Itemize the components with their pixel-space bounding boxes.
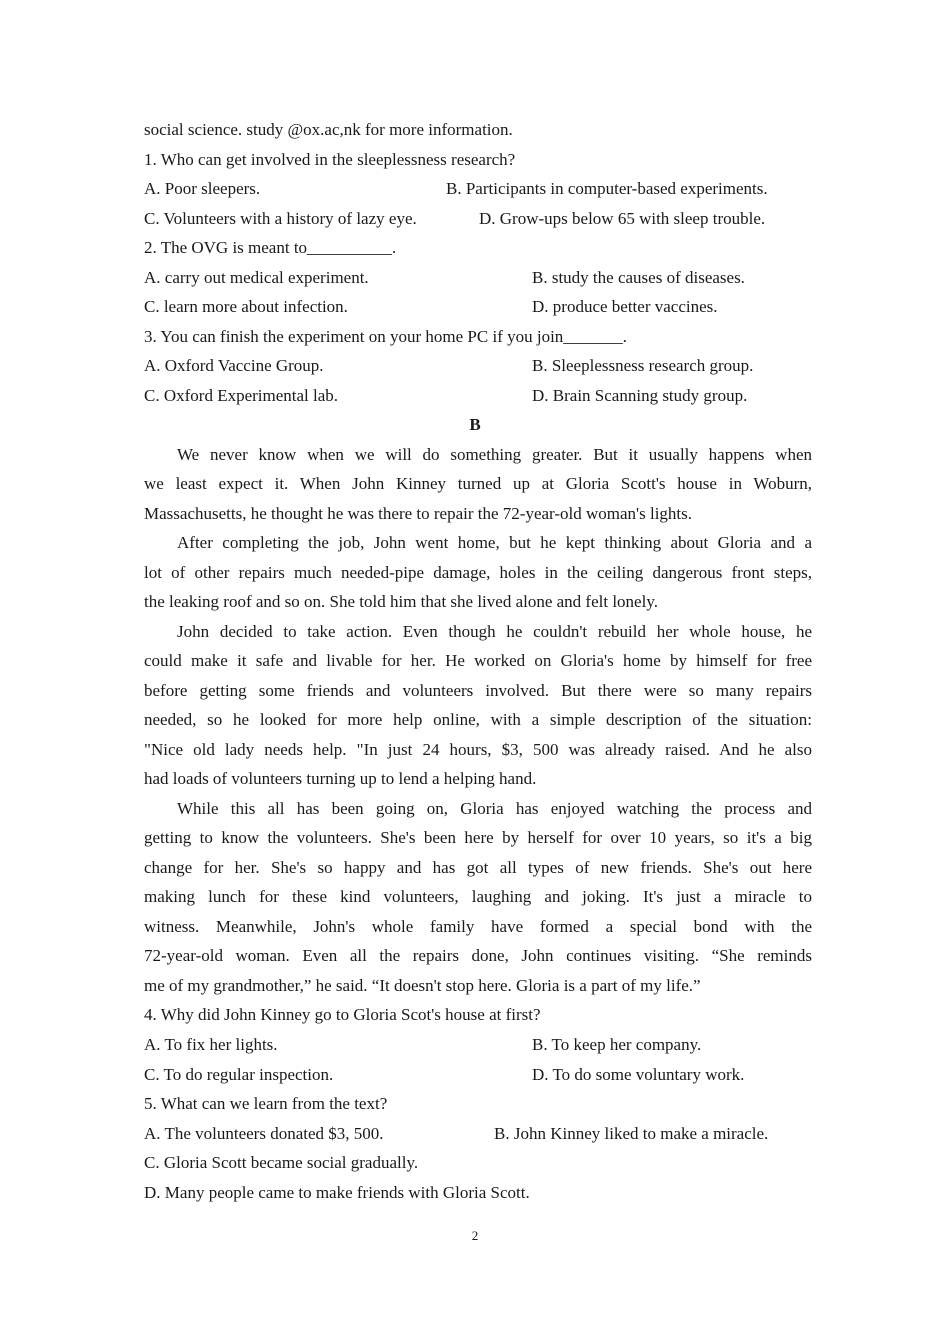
q4-option-d: D. To do some voluntary work. (532, 1065, 745, 1084)
q5-stem: 5. What can we learn from the text? (144, 1094, 388, 1113)
q1-option-a: A. Poor sleepers. (144, 179, 261, 198)
q1-stem: 1. Who can get involved in the sleeplessness research? (144, 150, 516, 169)
passage-line: the leaking roof and so on. She told him that she lived alone and felt lonely. (144, 592, 658, 611)
q5-option-c: C. Gloria Scott became social gradually. (144, 1153, 419, 1172)
passage-line: lot of other repairs much needed-pipe damage, holes in the ceiling dangerous front steps, (144, 563, 812, 582)
passage-line: me of my grandmother,” he said. “It doesn't stop here. Gloria is a part of my life.” (144, 976, 701, 995)
passage-line: John decided to take action. Even though he couldn't rebuild her whole house, he (177, 622, 812, 641)
page-number: 2 (471, 1228, 479, 1243)
q1-option-c: C. Volunteers with a history of lazy eye. (144, 209, 417, 228)
passage-line: "Nice old lady needs help. "In just 24 hours, $3, 500 was already raised. And he also (144, 740, 812, 759)
q2-stem: 2. The OVG is meant to__________. (144, 238, 397, 257)
q4-option-c: C. To do regular inspection. (144, 1065, 334, 1084)
q3-stem: 3. You can finish the experiment on your home PC if you join_______. (144, 327, 628, 346)
passage-line: before getting some friends and volunteers involved. But there were so many repairs (144, 681, 812, 700)
q3-option-a: A. Oxford Vaccine Group. (144, 356, 324, 375)
q3-option-b: B. Sleeplessness research group. (532, 356, 754, 375)
intro-tail-text: social science. study @ox.ac,nk for more information. (144, 120, 513, 139)
passage-line: We never know when we will do something greater. But it usually happens when (177, 445, 812, 464)
passage-line: Massachusetts, he thought he was there to repair the 72-year-old woman's lights. (144, 504, 693, 523)
passage-line: witness. Meanwhile, John's whole family have formed a special bond with the (144, 917, 812, 936)
q2-option-c: C. learn more about infection. (144, 297, 348, 316)
passage-line: 72-year-old woman. Even all the repairs done, John continues visiting. “She reminds (144, 946, 812, 965)
q3-option-c: C. Oxford Experimental lab. (144, 386, 339, 405)
passage-line: While this all has been going on, Gloria has enjoyed watching the process and (177, 799, 812, 818)
section-b-heading: B (469, 415, 481, 434)
q1-option-b: B. Participants in computer-based experiments. (446, 179, 768, 198)
passage-line: making lunch for these kind volunteers, laughing and joking. It's just a miracle to (144, 887, 812, 906)
passage-line: change for her. She's so happy and has got all types of new friends. She's out here (144, 858, 812, 877)
q5-option-b: B. John Kinney liked to make a miracle. (494, 1124, 769, 1143)
passage-line: After completing the job, John went home, but he kept thinking about Gloria and a (177, 533, 812, 552)
q1-option-d: D. Grow-ups below 65 with sleep trouble. (479, 209, 766, 228)
q4-stem: 4. Why did John Kinney go to Gloria Scot's house at first? (144, 1005, 541, 1024)
q2-option-d: D. produce better vaccines. (532, 297, 718, 316)
passage-line: getting to know the volunteers. She's been here by herself for over 10 years, so it's a big (144, 828, 812, 847)
q5-option-a: A. The volunteers donated $3, 500. (144, 1124, 384, 1143)
q2-option-b: B. study the causes of diseases. (532, 268, 745, 287)
passage-line: could make it safe and livable for her. He worked on Gloria's home by himself for free (144, 651, 812, 670)
passage-line: we least expect it. When John Kinney turned up at Gloria Scott's house in Woburn, (144, 474, 812, 493)
q5-option-d: D. Many people came to make friends with Gloria Scott. (144, 1183, 530, 1202)
q3-option-d: D. Brain Scanning study group. (532, 386, 748, 405)
passage-line: needed, so he looked for more help online, with a simple description of the situation: (144, 710, 812, 729)
q2-option-a: A. carry out medical experiment. (144, 268, 369, 287)
q4-option-b: B. To keep her company. (532, 1035, 702, 1054)
q4-option-a: A. To fix her lights. (144, 1035, 278, 1054)
passage-line: had loads of volunteers turning up to lend a helping hand. (144, 769, 537, 788)
